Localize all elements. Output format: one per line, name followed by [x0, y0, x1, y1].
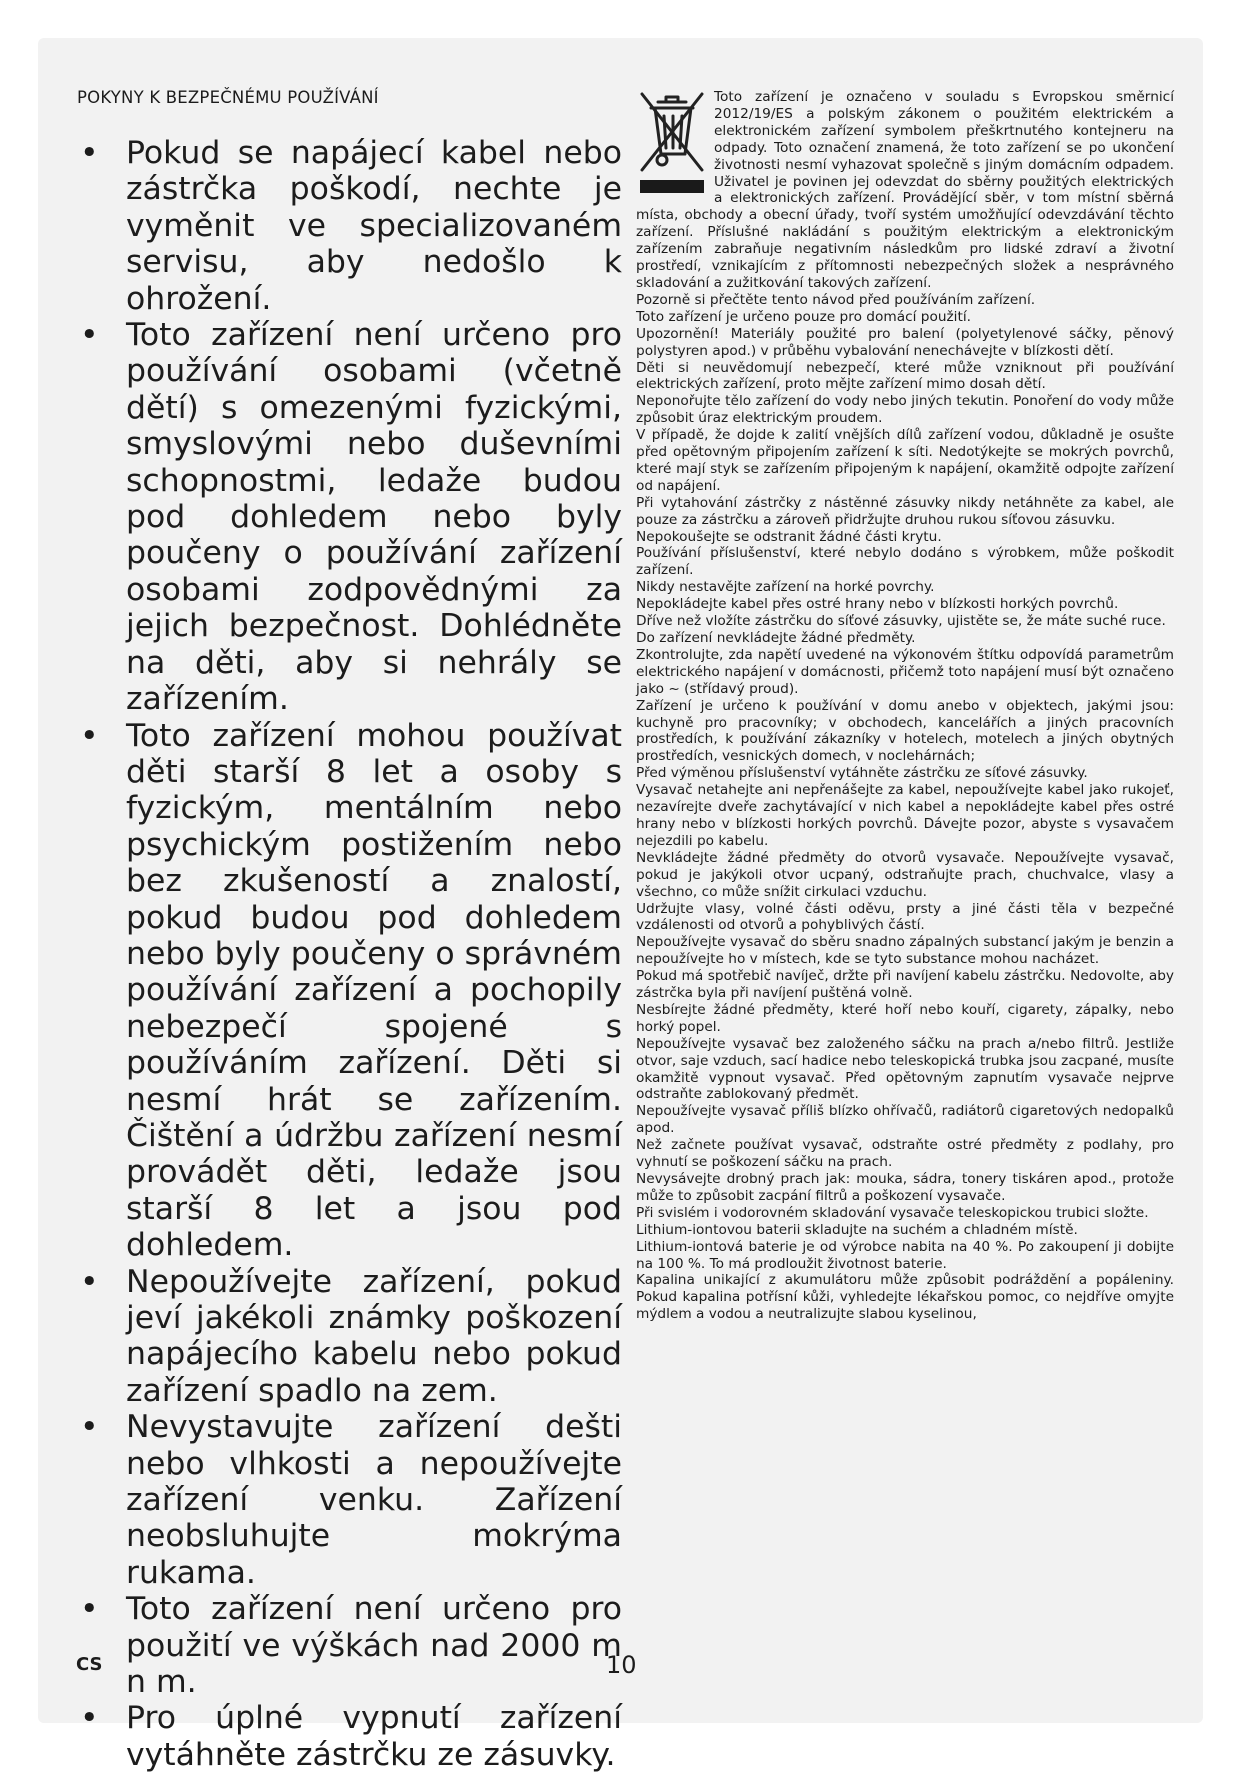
- paragraph: Nikdy nestavějte zařízení na horké povrchy.: [636, 579, 935, 596]
- paragraph: Používání příslušenství, které nebylo dodáno s výrobkem, může poškodit zařízení.: [636, 545, 1174, 579]
- page-number: 10: [606, 1651, 637, 1679]
- paragraph: Upozornění! Materiály použité pro balení (polyetylenové sáčky, pěnový polystyren apod.) v průběhu vybalování nenechávejte v blízkosti dětí.: [636, 325, 1174, 359]
- bullet-item: • Nevystavujte zařízení dešti nebo vlhkosti a nepoužívejte zařízení venku. Zařízení neobsluhujte mokrýma rukama.: [74, 1409, 622, 1591]
- bullet-item: • Pokud se napájecí kabel nebo zástrčka poškodí, nechte je vyměnit ve specializovaném servisu, aby nedošlo k ohrožení.: [74, 135, 622, 317]
- paragraph: Nepoužívejte vysavač příliš blízko ohřívačů, radiátorů cigaretových nedopalků apod.: [636, 1103, 1174, 1137]
- paragraph: Nepokládejte kabel přes ostré hrany nebo v blízkosti horkých povrchů.: [636, 596, 1119, 613]
- paragraph: Pokud má spotřebič navíječ, držte při navíjení kabelu zástrčku. Nedovolte, aby zástrčka byla při navíjení puštěná volně.: [636, 968, 1174, 1002]
- language-code: CS: [76, 1654, 103, 1675]
- paragraph: V případě, že dojde k zalití vnějších dílů zařízení vodou, důkladně je osušte před opětovným připojením zařízení k síti. Nedotýkejte se mokrých povrchů, které mají styk se zařízením připojeným k napájení, okamžitě odpojte zařízení od napájení.: [636, 427, 1174, 494]
- paragraph: Lithium-iontová baterie je od výrobce nabita na 40 %. Po zakoupení ji dobijte na 100 %. To má prodloužit životnost baterie.: [636, 1238, 1174, 1272]
- bullet-item: • Toto zařízení není určeno pro používání osobami (včetně dětí) s omezenými fyzickými, smyslovými nebo duševními schopnostmi, ledaže budou pod dohledem nebo byly poučeny o používání zařízení osobami zodpovědnými za jejich bezpečnost. Dohlédněte na děti, aby si nehrály se zařízením.: [74, 317, 622, 717]
- paragraph: Zkontrolujte, zda napětí uvedené na výkonovém štítku odpovídá parametrům elektrického napájení v domácnosti, přičemž toto napájení musí být označeno jako ~ (střídavý proud).: [636, 646, 1174, 697]
- paragraph: Kapalina unikající z akumulátoru může způsobit podráždění a popáleniny. Pokud kapalina potřísní kůži, vyhledejte lékařskou pomoc, co nejdříve omyjte mýdlem a vodou a neutralizujte slabou kyselinou,: [636, 1272, 1174, 1323]
- paragraph: Před výměnou příslušenství vytáhněte zástrčku ze síťové zásuvky.: [636, 765, 1088, 782]
- paragraph: Nepoužívejte vysavač bez založeného sáčku na prach a/nebo filtrů. Jestliže otvor, saje vzduch, sací hadice nebo teleskopická trubka jsou zacpané, musíte okamžitě vypnout vysavač. Před opětovným zapnutím vysavače nejprve odstraňte zablokovaný předmět.: [636, 1035, 1174, 1103]
- bullet-item: • Toto zařízení mohou používat děti starší 8 let a osoby s fyzickým, mentálním nebo psychickým postižením nebo bez zkušeností a znalostí, pokud budou pod dohledem nebo byly poučeny o správném používání zařízení a pochopily nebezpečí spojené s používáním zařízení. Děti si nesmí hrát se zařízením. Čištění a údržbu zařízení nesmí provádět děti, ledaže jsou starší 8 let a jsou pod dohledem.: [74, 718, 622, 1264]
- paragraph: Do zařízení nevkládejte žádné předměty.: [636, 630, 916, 646]
- paragraph: Toto zařízení je určeno pouze pro domácí použití.: [636, 308, 972, 325]
- paragraph: Nesbírejte žádné předměty, které hoří nebo kouří, cigarety, zápalky, nebo horký popel.: [636, 1001, 1174, 1035]
- paragraph: Lithium-iontovou baterii skladujte na suchém a chladném místě.: [636, 1221, 1078, 1238]
- paragraph: Při vytahování zástrčky z nástěnné zásuvky nikdy netáhněte za kabel, ale pouze za zástrčku a zároveň přidržujte druhou rukou síťovou zásuvku.: [636, 494, 1174, 528]
- paragraph: Nevysávejte drobný prach jak: mouka, sádra, tonery tiskáren apod., protože může to způsobit zacpání filtrů a poškození vysavače.: [636, 1171, 1174, 1204]
- paragraph: Děti si neuvědomují nebezpečí, které může vzniknout při používání elektrických zařízení, proto mějte zařízení mimo dosah dětí.: [636, 359, 1174, 393]
- bullet-item: • Toto zařízení není určeno pro použití ve výškách nad 2000 m n m.: [74, 1591, 622, 1700]
- paragraph: Neponořujte tělo zařízení do vody nebo jiných tekutin. Ponoření do vody může způsobit úraz elektrickým proudem.: [636, 393, 1174, 427]
- paragraph: Při svislém i vodorovném skladování vysavače teleskopickou trubici složte.: [636, 1204, 1149, 1221]
- paragraph: Vysavač netahejte ani nepřenášejte za kabel, nepoužívejte kabel jako rukojeť, nezavírejte dveře zachytávající v nich kabel a nepokládejte kabel přes ostré hrany nebo v blízkosti horkých povrchů. Dávejte pozor, abyste s vysavačem nejezdili po kabelu.: [636, 782, 1174, 849]
- paragraph: Než začnete používat vysavač, odstraňte ostré předměty z podlahy, pro vyhnutí se poškození sáčku na prach.: [636, 1137, 1174, 1171]
- paragraph: Nepokoušejte se odstranit žádné části krytu.: [636, 528, 942, 545]
- paragraph: Zařízení je určeno k používání v domu anebo v objektech, jakými jsou: kuchyně pro pracovníky; v obchodech, kancelářích a jiných pracovních prostředích, k používání zákazníky v hotelech, motelech a jiných obytných prostředích, vesnických domech, v noclehárnách;: [636, 697, 1174, 765]
- paragraph: Udržujte vlasy, volné části oděvu, prsty a jiné části těla v bezpečné vzdálenosti od otvorů a pohyblivých částí.: [636, 900, 1174, 934]
- icon-spacer: [636, 89, 714, 207]
- paragraph: Dříve než vložíte zástrčku do síťové zásuvky, ujistěte se, že máte suché ruce.: [636, 613, 1166, 630]
- page-title: POKYNY K BEZPEČNÉMU POUŽÍVÁNÍ: [77, 88, 379, 107]
- safety-bullet-list: [74, 135, 622, 1773]
- bullet-item: • Pro úplné vypnutí zařízení vytáhněte zástrčku ze zásuvky.: [74, 1700, 622, 1773]
- paragraph: Pozorně si přečtěte tento návod před používáním zařízení.: [636, 291, 1036, 308]
- right-text-column: [636, 89, 1174, 1323]
- bullet-item: • Nepoužívejte zařízení, pokud jeví jakékoli známky poškození napájecího kabelu nebo pokud zařízení spadlo na zem.: [74, 1264, 622, 1410]
- paragraph: Nepoužívejte vysavač do sběru snadno zápalných substancí jakým je benzin a nepoužívejte ho v místech, kde se tyto substance mohou nacházet.: [636, 934, 1174, 968]
- weee-paragraph: Toto zařízení je označeno v souladu s Evropskou směrnicí 2012/19/ES a polským zákonem o použitém elektrickém a elektronickém zařízení symbolem přeškrtnutého kontejneru na odpady. Toto označení znamená, že toto zařízení se po ukončení životnosti nesmí vyhazovat společně s jiným domácním odpadem. Uživatel je povinen jej odevzdat do sběrny použitých elektrických a elektronických zařízení. Provádějící sběr, v tom místní sběrná místa, obchody a obecní úřady, tvoří systém umožňující odevzdávání těchto zařízení. Příslušné nakládání s použitým elektrickým a elektronickým zařízením zabraňuje negativním následkům pro lidské zdraví a životní prostředí, vznikajícím z přítomnosti nebezpečných složek a nesprávného skladování a zužitkování takových zařízení.: [636, 89, 1174, 291]
- paragraph: Nevkládejte žádné předměty do otvorů vysavače. Nepoužívejte vysavač, pokud je jakýkoli otvor ucpaný, odstraňujte prach, chuchvalce, vlasy a všechno, co může snížit cirkulaci vzduchu.: [636, 849, 1174, 900]
